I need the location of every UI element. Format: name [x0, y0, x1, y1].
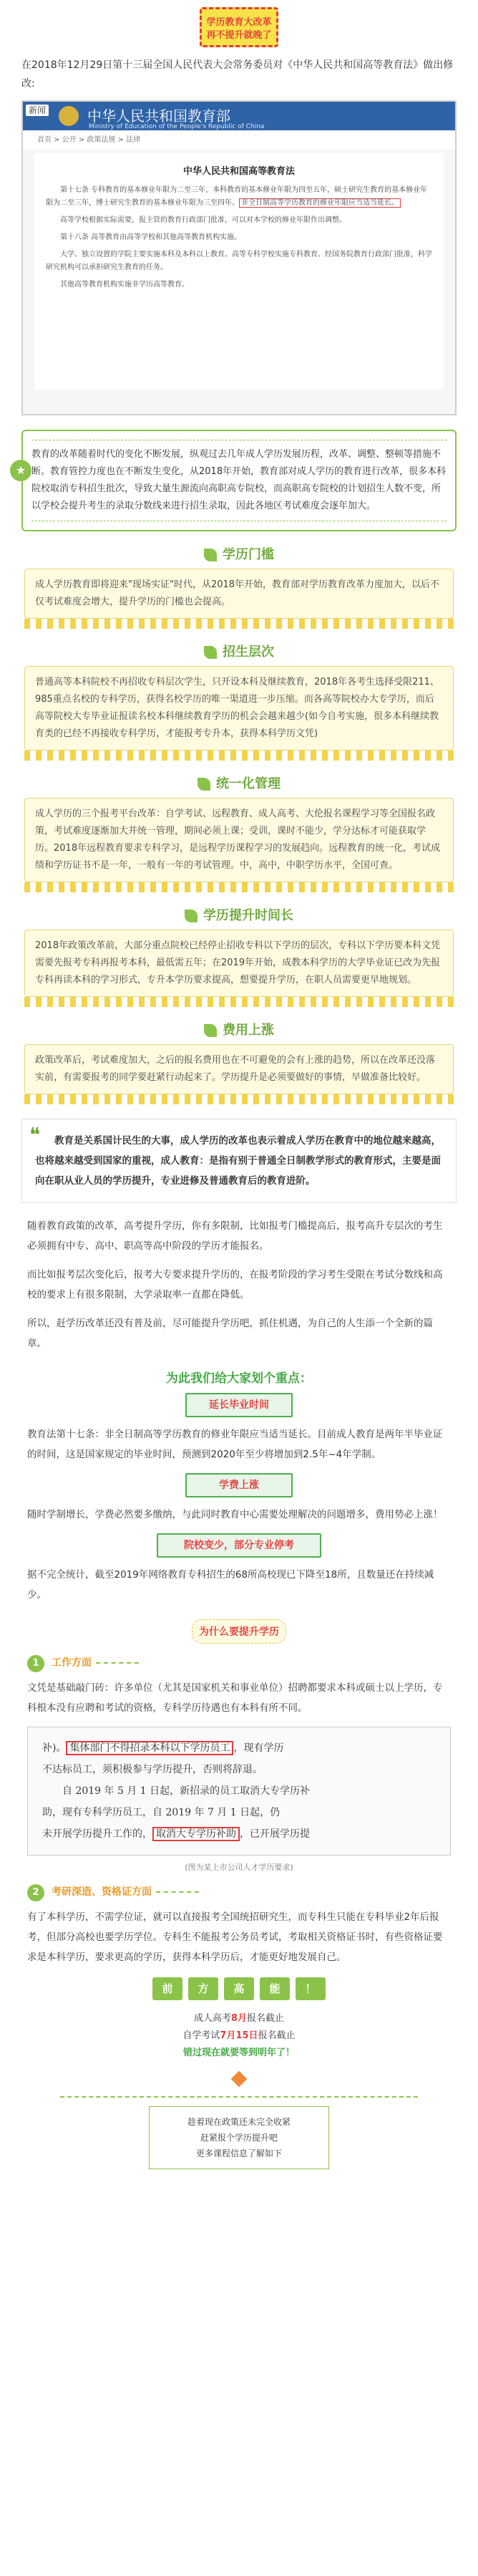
section-fees — [10, 1020, 468, 1104]
image-caption: (图为某上市公司人才学历要求) — [185, 1863, 293, 1872]
moe-site-subtitle: Ministry of Education of the People's Republic of China — [89, 123, 265, 130]
section-title: 费用上涨 — [223, 1023, 274, 1038]
leaf-icon — [204, 1024, 217, 1037]
body-paragraph: 随着教育政策的改革，高考提升学历，你有多限制，比如报考门槛提高后，报考高升专层次的考生必须拥有中专、高中、职高等高中阶段的学历才能报名。 — [27, 1220, 443, 1252]
zigzag-divider — [24, 997, 454, 1007]
breadcrumb: 首页 > 公开 > 政策法规 > 法律 — [23, 130, 455, 149]
intro-text: 在2018年12月29日第十三届全国人民代表大会常务委员对《中华人民共和国高等教育法》做出修改: — [21, 59, 454, 90]
dash-line — [156, 1891, 199, 1893]
section-duration — [10, 905, 468, 1007]
news-tag: 新闻 — [26, 105, 49, 116]
work-heading: 1 工作方面 — [27, 1655, 451, 1672]
lightbulb-icon: ★ — [10, 460, 31, 481]
slogan-tile: 前 — [152, 1977, 182, 2000]
cta-line: 更多课程信息了解如下 — [195, 2148, 282, 2158]
slogan-tile: ！ — [296, 1977, 326, 2000]
panel-text: 教育的改革随着时代的变化不断发展，纵观过去几年成人学历发展历程，改革、调整、整顿等措施不断。教育管控力度也在不断发生变化，从2018年开始，教育部对成人学历的教育进行改革，很多本科院校取消专科招生批次，导致大量生源流向高职高专院校，而高职高专院校的计划招生人数不变，所以学校会提升考生的录取分数线来进行招生录取，因此各地区考试难度会逐年加大。 — [31, 449, 447, 511]
doc-paragraph: 其他高等教育机构实施非学历高等教育。 — [60, 281, 189, 289]
moe-header — [23, 102, 455, 130]
news-image: 补)。 集体部门不得招录本科以下学历员工 ，现有学历 不达标员工，须积极参与学历提升，否则将辞退。 自 2019 年 5 月 1 日起，新招录的员工取消大专学历补 助，现有专科学历员工，自 2019 年 7 月 1 日起，仍 未开展学历提升工作的， 取消大专学历补助 ，已开展学历提 — [27, 1727, 451, 1856]
section-text: 成人学历教育即将迎来"现场实证"时代，从2018年开始，教育部对学历教育改革力度加大，以后不仅考试难度会增大，提升学历的门槛也会提高。 — [24, 569, 454, 619]
slogan-tiles — [10, 1977, 468, 2000]
quote-icon: ❝ — [29, 1123, 41, 1147]
exam-heading: 2 考研深造、资格证方面 — [27, 1884, 451, 1901]
point3-text: 据不完全统计，截至2019年网络教育专科招生的68所高校现已下降至18所，且数量还在持续减少。 — [27, 1569, 434, 1601]
body-paragraph: 而比如报考层次变化后，报考大专要求提升学历的，在报考阶段的学习考生受限在考试分数线和高校的要求上有很多限制，大学录取率一直都在降低。 — [27, 1269, 443, 1301]
section-text: 普通高等本科院校不再招收专科层次学生，只开设本科及继续教育，2018年各考生选择受限211、985重点名校的专科学历，获得名校学历的唯一渠道进一步压缩。而各高等院校办大专学历，而后高等院校大专毕业证报读名校本科继续教育学历的机会会越来越少(如今自考实施，很多本科继续教育类的已经不再接收专科学历，才能报考专升本，获得本科学历文凭) — [24, 666, 454, 751]
slogan-tile: 能 — [260, 1977, 290, 2000]
point2-text: 随时学制增长，学费必然要多缴纳，与此同时教育中心需要处理解决的问题增多，费用势必上涨！ — [27, 1509, 443, 1520]
quote-block — [21, 1119, 457, 1203]
doc-paragraph: 高等学校根据实际需要，报主管的教育行政部门批准，可以对本学校的修业年限作出调整。 — [60, 216, 346, 224]
highlight-box: 取消大专学历补助 — [152, 1827, 240, 1841]
highlight-box: 集体部门不得招录本科以下学历员工 — [66, 1741, 233, 1755]
banner-line2: 再不提升就晚了 — [206, 30, 272, 41]
point2-label: 学费上涨 — [185, 1473, 293, 1497]
emblem-icon — [59, 106, 79, 126]
section-title: 学历门槛 — [223, 547, 274, 562]
cta-box — [149, 2106, 329, 2169]
work-text: 文凭是基础敲门砖：许多单位（尤其是国家机关和事业单位）招聘都要求本科或硕士以上学历，专科根本没有应聘和考试的资格，专科学历待遇也有本科有所不同。 — [27, 1682, 443, 1714]
exam-text: 有了本科学历，不需学位证，就可以直接报考全国统招研究生，而专科生只能在专科毕业2年后报考，但部分高校也要学历学位。专科生不能报考公务员考试，考取相关资格证书时，有些资格证要求是本科学历，要求更高的学历，获得本科学历后，才能更好地发展自己。 — [27, 1911, 443, 1963]
zigzag-divider — [24, 1094, 454, 1104]
cta-line: 趁着现在政策还未完全收紧 — [187, 2117, 291, 2127]
leaf-icon — [185, 910, 197, 922]
zigzag-divider — [24, 619, 454, 629]
slogan-tile: 高 — [224, 1977, 254, 2000]
point1-label: 延长毕业时间 — [185, 1393, 293, 1417]
section-levels — [10, 642, 468, 761]
section-title: 招生层次 — [223, 645, 274, 660]
section-text: 2018年政策改革前，大部分重点院校已经停止招收专科以下学历的层次，专科以下学历要本科文凭需要先报考专科再报考本科，最低需五年；在2019年开始，成教本科学历的大学毕业证已改为先报专科再读本科的学习形式，专升本学历要求提高，想要提升学历，在职人员需要更早地规划。 — [24, 930, 454, 997]
doc-paragraph: 第十八条 高等教育由高等学校和其他高等教育机构实施。 — [60, 233, 242, 241]
diamond-icon — [231, 2071, 248, 2088]
doc-paragraph: 大学、独立设置的学院主要实施本科及本科以上教育。高等专科学校实施专科教育。经国务院教育行政部门批准，科学研究机构可以承担研究生教育的任务。 — [46, 251, 432, 271]
quote-text: 教育是关系国计民生的大事，成人学历的改革也表示着成人学历在教育中的地位越来越高，也将越来越受到国家的重视，成人教育：是指有别于普通全日制教学形式的教育形式，主要是面向在职从业人员的学历提升，专业进修及普通教育后的教育进阶。 — [35, 1135, 441, 1187]
title-banner — [200, 7, 278, 47]
body-paragraph: 所以，赶学历改革还没有普及前，尽可能提升学历吧，抓住机遇，为自己的人生添一个全新的篇章。 — [27, 1318, 433, 1349]
section-threshold — [10, 544, 468, 629]
points-heading: 为此我们给大家划个重点： — [166, 1371, 312, 1386]
point1-text: 教育法第十七条：非全日制高等学历教育的修业年限应当适当延长。目前成人教育是两年半毕业证的时间，这是国家规定的毕业时间，预测到2020年至少将增加到2.5年~4年学制。 — [27, 1429, 443, 1460]
slogan-tile: 方 — [188, 1977, 218, 2000]
reform-panel — [15, 430, 457, 531]
zigzag-divider — [24, 751, 454, 761]
section-text: 政策改革后，考试难度加大，之后的报名费用也在不可避免的会有上涨的趋势，所以在改革还没落实前，有需要报考的同学要赶紧行动起来了。学历提升是必须要做好的事情，早做准备比较好。 — [24, 1044, 454, 1094]
moe-site-title: 中华人民共和国教育部 — [87, 107, 230, 125]
dash-line — [96, 1662, 139, 1664]
zigzag-divider — [24, 882, 454, 892]
step-number: 1 — [27, 1655, 44, 1672]
section-text: 成人学历的三个报考平台改革：自学考试、远程教育、成人高考、大伦报名课程学习等全国报名政策，考试难度逐渐加大并统一管理，期间必须上课；受训，课时不能少，学分达标才可能获取学历。2018年远程教育要求专科学习，是远程学历课程学习的发展趋向。远程教育的统一化，考试成绩和学历证书不是一年，一般有一年的考试管理。中，高中，中职学历水平，全国可查。 — [24, 798, 454, 882]
cta-line: 赶紧报个学历提升吧 — [200, 2133, 278, 2143]
leaf-icon — [197, 778, 210, 791]
doc-title: 中华人民共和国高等教育法 — [182, 166, 295, 177]
step-number: 2 — [27, 1884, 44, 1901]
section-title: 统一化管理 — [216, 776, 281, 791]
highlight-box: 非全日制高等学历教育的修业年限应当适当延长。 — [239, 198, 401, 208]
doc-body — [34, 153, 444, 390]
dash-divider — [60, 2096, 418, 2098]
leaf-icon — [204, 549, 217, 561]
leaf-icon — [204, 646, 217, 659]
deadline-notice: 成人高考8月报名截止 自学考试7月15日报名截止 错过现在就要等到明年了！ — [182, 2013, 296, 2058]
moe-screenshot — [21, 100, 457, 415]
why-heading: 为什么要提升学历 — [192, 1619, 286, 1644]
point3-label: 院校变少，部分专业停考 — [157, 1533, 321, 1558]
doc-paragraph: 第十七条 专科教育的基本修业年限为二至三年，本科教育的基本修业年限为四至五年，硕士研究生教育的基本修业年限为二至三年，博士研究生教育的基本修业年限为三至四年。 非全日制高等学历教育的修业年限应当适当延长。 — [46, 186, 428, 207]
banner-line1: 学历教育大改革 — [206, 17, 272, 28]
section-title: 学历提升时间长 — [203, 908, 293, 923]
section-management — [10, 773, 468, 892]
